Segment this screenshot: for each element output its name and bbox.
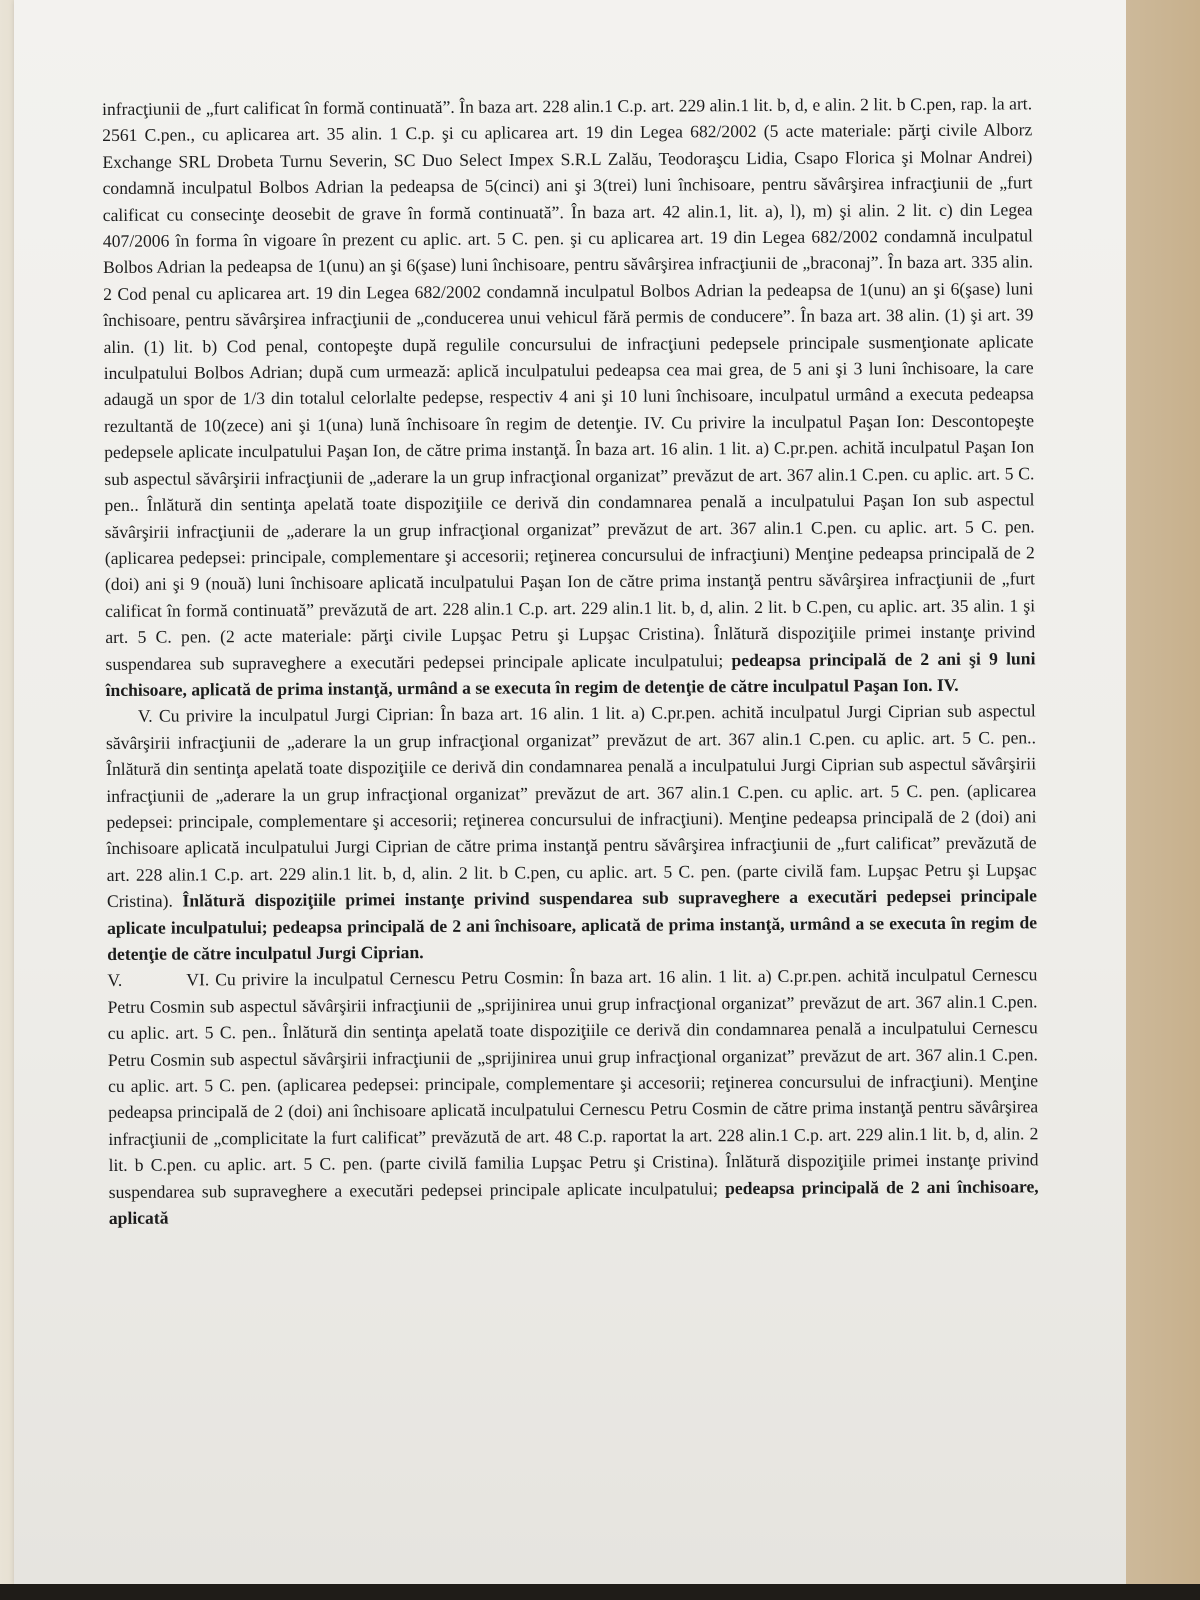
bold-segment: Înlătură dispoziţiile primei instanţe privind suspendarea sub supraveghere a executări pedepsei principale aplicate inculpatului; pedeapsa principală de 2 ani închisoare, aplicată de prima instanţă, urmând a se executa în regim de detenţie de către inculpatul Jurgi Ciprian.: [107, 885, 1038, 964]
paragraph-cernescu: [107, 962, 1039, 1232]
document-page: [14, 0, 1126, 1585]
text-segment: VI. Cu privire la inculpatul Cernescu Petru Cosmin: În baza art. 16 alin. 1 lit. a) C.pr.pen. achită inculpatul Cernescu Petru Cosmin sub aspectul săvârşirii infracţiunii de „sprijinirea unui grup infracţional organizat” prevăzut de art. 367 alin.1 C.pen. cu aplic. art. 5 C. pen.. Înlătură din sentinţa apelată toate dispoziţiile ce derivă din condamnarea penală a inculpatului Cernescu Petru Cosmin sub aspectul săvârşirii infracţiunii de „sprijinirea unui grup infracţional organizat” prevăzut de art. 367 alin.1 C.pen. cu aplic. art. 5 C. pen. (aplicarea pedepsei: principale, complementare şi accesorii; reţinerea concursului de infracţiuni). Menţine pedeapsa principală de 2 (doi) ani închisoare aplicată inculpatului Cernescu Petru Cosmin de către prima instanţă pentru săvârşirea infracţiunii de „complicitate la furt calificat” prevăzută de art. 48 C.p. raportat la art. 228 alin.1 C.p. art. 229 alin.1 lit. b, d, alin. 2 lit. b C.pen. cu aplic. art. 5 C. pen. (parte civilă familia Lupşac Petru şi Cristina). Înlătură dispoziţiile primei instanţe privind suspendarea sub supraveghere a executări pedepsei principale aplicate inculpatului;: [107, 964, 1039, 1202]
paragraph-bolbos-pasan: [102, 90, 1036, 703]
bold-segment: pedeapsa principală de 2 ani şi 9 luni închisoare, aplicată de prima instanţă, urmând a se executa în regim de detenţie de către inculpatul Paşan Ion. IV.: [105, 647, 1036, 700]
text-segment: infracţiunii de „furt calificat în formă continuată”. În baza art. 228 alin.1 C.p. art. 229 alin.1 lit. b, d, e alin. 2 lit. b C.pen, rap. la art. 2561 C.pen., cu aplicarea art. 35 alin. 1 C.p. şi cu aplicarea art. 19 din Legea 682/2002 (5 acte materiale: părţi civile Alborz Exchange SRL Drobeta Turnu Severin, SC Duo Select Impex S.R.L Zalău, Teodoraşcu Lidia, Csapo Florica şi Molnar Andrei) condamnă inculpatul Bolbos Adrian la pedeapsa de 5(cinci) ani şi 3(trei) luni închisoare, pentru săvârşirea infracţiunii de „furt calificat cu consecinţe deosebit de grave în formă continuată”. În baza art. 42 alin.1, lit. a), l), m) şi alin. 2 lit. c) din Legea 407/2006 în forma în vigoare în prezent cu aplic. art. 5 C. pen. şi cu aplicarea art. 19 din Legea 682/2002 condamnă inculpatul Bolbos Adrian la pedeapsa de 1(unu) an şi 6(şase) luni închisoare, pentru săvârşirea infracţiunii de „braconaj”. În baza art. 335 alin. 2 Cod penal cu aplicarea art. 19 din Legea 682/2002 condamnă inculpatul Bolbos Adrian la pedeapsa de 1(unu) an şi 6(şase) luni închisoare, pentru săvârşirea infracţiunii de „conducerea unui vehicul fără permis de conducere”. În baza art. 38 alin. (1) şi art. 39 alin. (1) lit. b) Cod penal, contopeşte după regulile concursului de infracţiuni pedepsele principale susmenţionate aplicate inculpatului Bolbos Adrian; după cum urmează: aplică inculpatului pedeapsa cea mai grea, de 5 ani şi 3 luni închisoare, la care adaugă un spor de 1/3 din totalul celorlalte pedepse, respectiv 4 ani şi 10 luni închisoare, inculpatul urmând a executa pedeapsa rezultantă de 10(zece) ani şi 1(una) lună închisoare în regim de detenţie. IV. Cu privire la inculpatul Paşan Ion: Descontopeşte pedepsele aplicate inculpatului Paşan Ion, de către prima instanţă. În baza art. 16 alin. 1 lit. a) C.pr.pen. achită inculpatul Paşan Ion sub aspectul săvârşirii infracţiunii de „aderare la un grup infracţional organizat” prevăzut de art. 367 alin.1 C.pen. cu aplic. art. 5 C. pen.. Înlătură din sentinţa apelată toate dispoziţiile ce derivă din condamnarea penală a inculpatului Paşan Ion sub aspectul săvârşirii infracţiunii de „aderare la un grup infracţional organizat” prevăzut de art. 367 alin.1 C.pen. cu aplic. art. 5 C. pen. (aplicarea pedepsei: principale, complementare şi accesorii; reţinerea concursului de infracţiuni) Menţine pedeapsa principală de 2 (doi) ani şi 9 (nouă) luni închisoare aplicată inculpatului Paşan Ion de către prima instanţă pentru săvârşirea infracţiunii de „furt calificat în formă continuată” prevăzută de art. 228 alin.1 C.p. art. 229 alin.1 lit. b, d, alin. 2 lit. b C.pen, cu aplic. art. 35 alin. 1 şi art. 5 C. pen. (2 acte materiale: părţi civile Lupşac Petru şi Lupşac Cristina). Înlătură dispoziţiile primei instanţe privind suspendarea sub supraveghere a executări pedepsei principale aplicate inculpatului;: [102, 93, 1036, 674]
text-segment: V. Cu privire la inculpatul Jurgi Ciprian: În baza art. 16 alin. 1 lit. a) C.pr.pen. achită inculpatul Jurgi Ciprian sub aspectul săvârşirii infracţiunii de „aderare la un grup infracţional organizat” prevăzut de art. 367 alin.1 C.pen. cu aplic. art. 5 C. pen.. Înlătură din sentinţa apelată toate dispoziţiile ce derivă din condamnarea penală a inculpatului Jurgi Ciprian sub aspectul săvârşirii infracţiunii de „aderare la un grup infracţional organizat” prevăzut de art. 367 alin.1 C.pen. cu aplic. art. 5 C. pen. (aplicarea pedepsei: principale, complementare şi accesorii; reţinerea concursului de infracţiuni). Menţine pedeapsa principală de 2 (doi) ani închisoare aplicată inculpatului Jurgi Ciprian de către prima instanţă pentru săvârşirea infracţiunii de „furt calificat” prevăzută de art. 228 alin.1 C.p. art. 229 alin.1 lit. b, d, alin. 2 lit. b C.pen, cu aplic. art. 5 C. pen. (parte civilă fam. Lupşac Petru şi Lupşac Cristina).: [105, 700, 1037, 912]
paragraph-jurgi: [106, 698, 1038, 968]
document-body: [102, 90, 1039, 1231]
bold-segment: pedeapsa principală de 2 ani închisoare, aplicată: [108, 1175, 1039, 1229]
bottom-shadow: [0, 1584, 1200, 1600]
table-surface: [1126, 0, 1200, 1600]
section-marker: V.: [107, 970, 123, 991]
